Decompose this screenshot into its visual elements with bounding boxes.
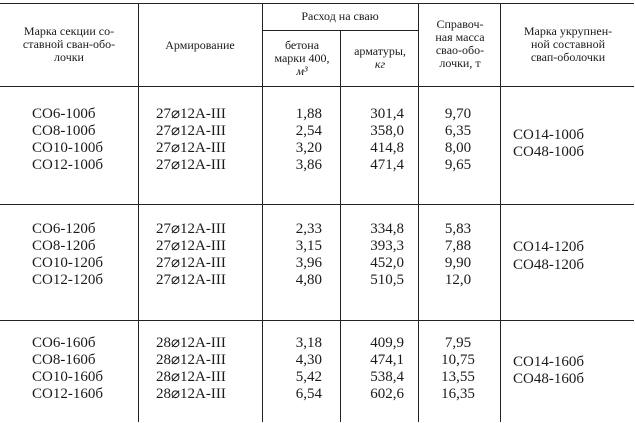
cell-concrete: 4,80 [295, 272, 322, 288]
group-divider-rule [0, 204, 634, 205]
cell-armirovanie: 27⌀12А-III [156, 221, 226, 237]
cell-mass: 12,0 [444, 272, 472, 288]
header-line: бетона [284, 38, 320, 52]
cell-rebar: 538,4 [370, 369, 404, 385]
column-divider [340, 30, 341, 422]
cell-armirovanie: 27⌀12А-III [156, 106, 226, 122]
cell-armirovanie: 27⌀12А-III [156, 157, 226, 173]
header-bottom-rule [0, 86, 634, 87]
header-section-mark [2, 25, 136, 64]
cell-concrete: 5,42 [295, 369, 322, 385]
header-line: ставной сван-обо- [22, 37, 116, 51]
cell-mass: 9,65 [444, 157, 472, 173]
column-divider [418, 3, 419, 422]
cell-rebar: 474,1 [370, 352, 404, 368]
header-armirovanie [140, 39, 260, 52]
cell-rebar: 409,9 [370, 335, 404, 351]
cell-armirovanie: 28⌀12А-III [156, 369, 226, 385]
cell-mass: 16,35 [441, 386, 475, 402]
cell-rebar: 471,4 [370, 157, 404, 173]
cell-enlarged-mark: СО48-100б [513, 144, 584, 160]
cell-armirovanie: 28⌀12А-III [156, 386, 226, 402]
cell-section-mark: СО8-120б [32, 238, 96, 254]
header-line [342, 58, 418, 71]
cell-rebar: 602,6 [370, 386, 404, 402]
cell-concrete: 4,30 [295, 352, 322, 368]
cell-concrete: 6,54 [295, 386, 322, 402]
header-line: свао-обо- [435, 43, 485, 57]
header-consumption [264, 10, 416, 23]
cell-section-mark: СО6-120б [32, 221, 96, 237]
column-divider [500, 3, 501, 422]
cell-armirovanie: 27⌀12А-III [156, 238, 226, 254]
header-top-rule [0, 3, 634, 4]
cell-section-mark: СО8-160б [32, 352, 96, 368]
header-line: арматуры, [354, 44, 406, 58]
header-line: ная масса [435, 30, 485, 44]
cell-mass: 9,90 [444, 255, 472, 271]
cell-section-mark: СО12-100б [32, 157, 103, 173]
column-divider [138, 3, 139, 422]
header-line: Расход на сваю [301, 9, 379, 23]
cell-concrete: 2,33 [295, 221, 322, 237]
cell-mass: 6,35 [444, 123, 472, 139]
header-rebar [342, 45, 418, 71]
cell-concrete: 3,86 [295, 157, 322, 173]
header-line [264, 65, 340, 78]
cell-rebar: 358,0 [370, 123, 404, 139]
group-divider-rule [0, 320, 634, 321]
unit-label: кг [374, 57, 386, 71]
header-line: свап-оболочки [530, 50, 606, 64]
cell-enlarged-mark: СО14-100б [513, 127, 584, 143]
cell-enlarged-mark: СО14-120б [513, 239, 584, 255]
cell-section-mark: СО6-160б [32, 335, 96, 351]
cell-mass: 9,70 [444, 106, 472, 122]
subheader-rule [262, 30, 418, 31]
cell-section-mark: СО10-160б [32, 369, 103, 385]
cell-section-mark: СО12-160б [32, 386, 103, 402]
cell-section-mark: СО8-100б [32, 123, 96, 139]
cell-armirovanie: 27⌀12А-III [156, 123, 226, 139]
header-line: марки 400, [274, 51, 330, 65]
header-line: лочки [54, 50, 84, 64]
header-line: Марка укрупнен- [523, 24, 613, 38]
cell-concrete: 3,15 [295, 238, 322, 254]
cell-section-mark: СО12-120б [32, 272, 103, 288]
cell-armirovanie: 27⌀12А-III [156, 255, 226, 271]
cell-armirovanie: 27⌀12А-III [156, 272, 226, 288]
cell-rebar: 393,3 [370, 238, 404, 254]
cell-concrete: 3,96 [295, 255, 322, 271]
header-concrete [264, 39, 340, 78]
column-divider [262, 3, 263, 422]
cell-rebar: 301,4 [370, 106, 404, 122]
cell-concrete: 3,20 [295, 140, 322, 156]
cell-rebar: 452,0 [370, 255, 404, 271]
cell-mass: 5,83 [444, 221, 472, 237]
cell-armirovanie: 28⌀12А-III [156, 335, 226, 351]
cell-mass: 7,95 [444, 335, 472, 351]
header-line: Армирование [165, 38, 235, 52]
cell-section-mark: СО6-100б [32, 106, 96, 122]
cell-concrete: 3,18 [295, 335, 322, 351]
cell-armirovanie: 28⌀12А-III [156, 352, 226, 368]
cell-concrete: 1,88 [295, 106, 322, 122]
cell-enlarged-mark: СО14-160б [513, 354, 584, 370]
cell-enlarged-mark: СО48-160б [513, 371, 584, 387]
cell-mass: 7,88 [444, 238, 472, 254]
cell-mass: 8,00 [444, 140, 472, 156]
unit-label: м³ [296, 64, 308, 78]
cell-concrete: 2,54 [295, 123, 322, 139]
cell-enlarged-mark: СО48-120б [513, 257, 584, 273]
cell-rebar: 414,8 [370, 140, 404, 156]
header-enlarged-mark [502, 25, 634, 64]
header-line: Справоч- [436, 17, 484, 31]
cell-section-mark: СО10-100б [32, 140, 103, 156]
cell-armirovanie: 27⌀12А-III [156, 140, 226, 156]
header-line: лочки, т [439, 56, 481, 70]
cell-rebar: 510,5 [370, 272, 404, 288]
cell-section-mark: СО10-120б [32, 255, 103, 271]
cell-mass: 10,75 [441, 352, 475, 368]
header-line: Марка секции со- [23, 24, 115, 38]
cell-rebar: 334,8 [370, 221, 404, 237]
header-mass [420, 18, 500, 70]
cell-mass: 13,55 [441, 369, 475, 385]
header-line: ной составной [530, 37, 606, 51]
